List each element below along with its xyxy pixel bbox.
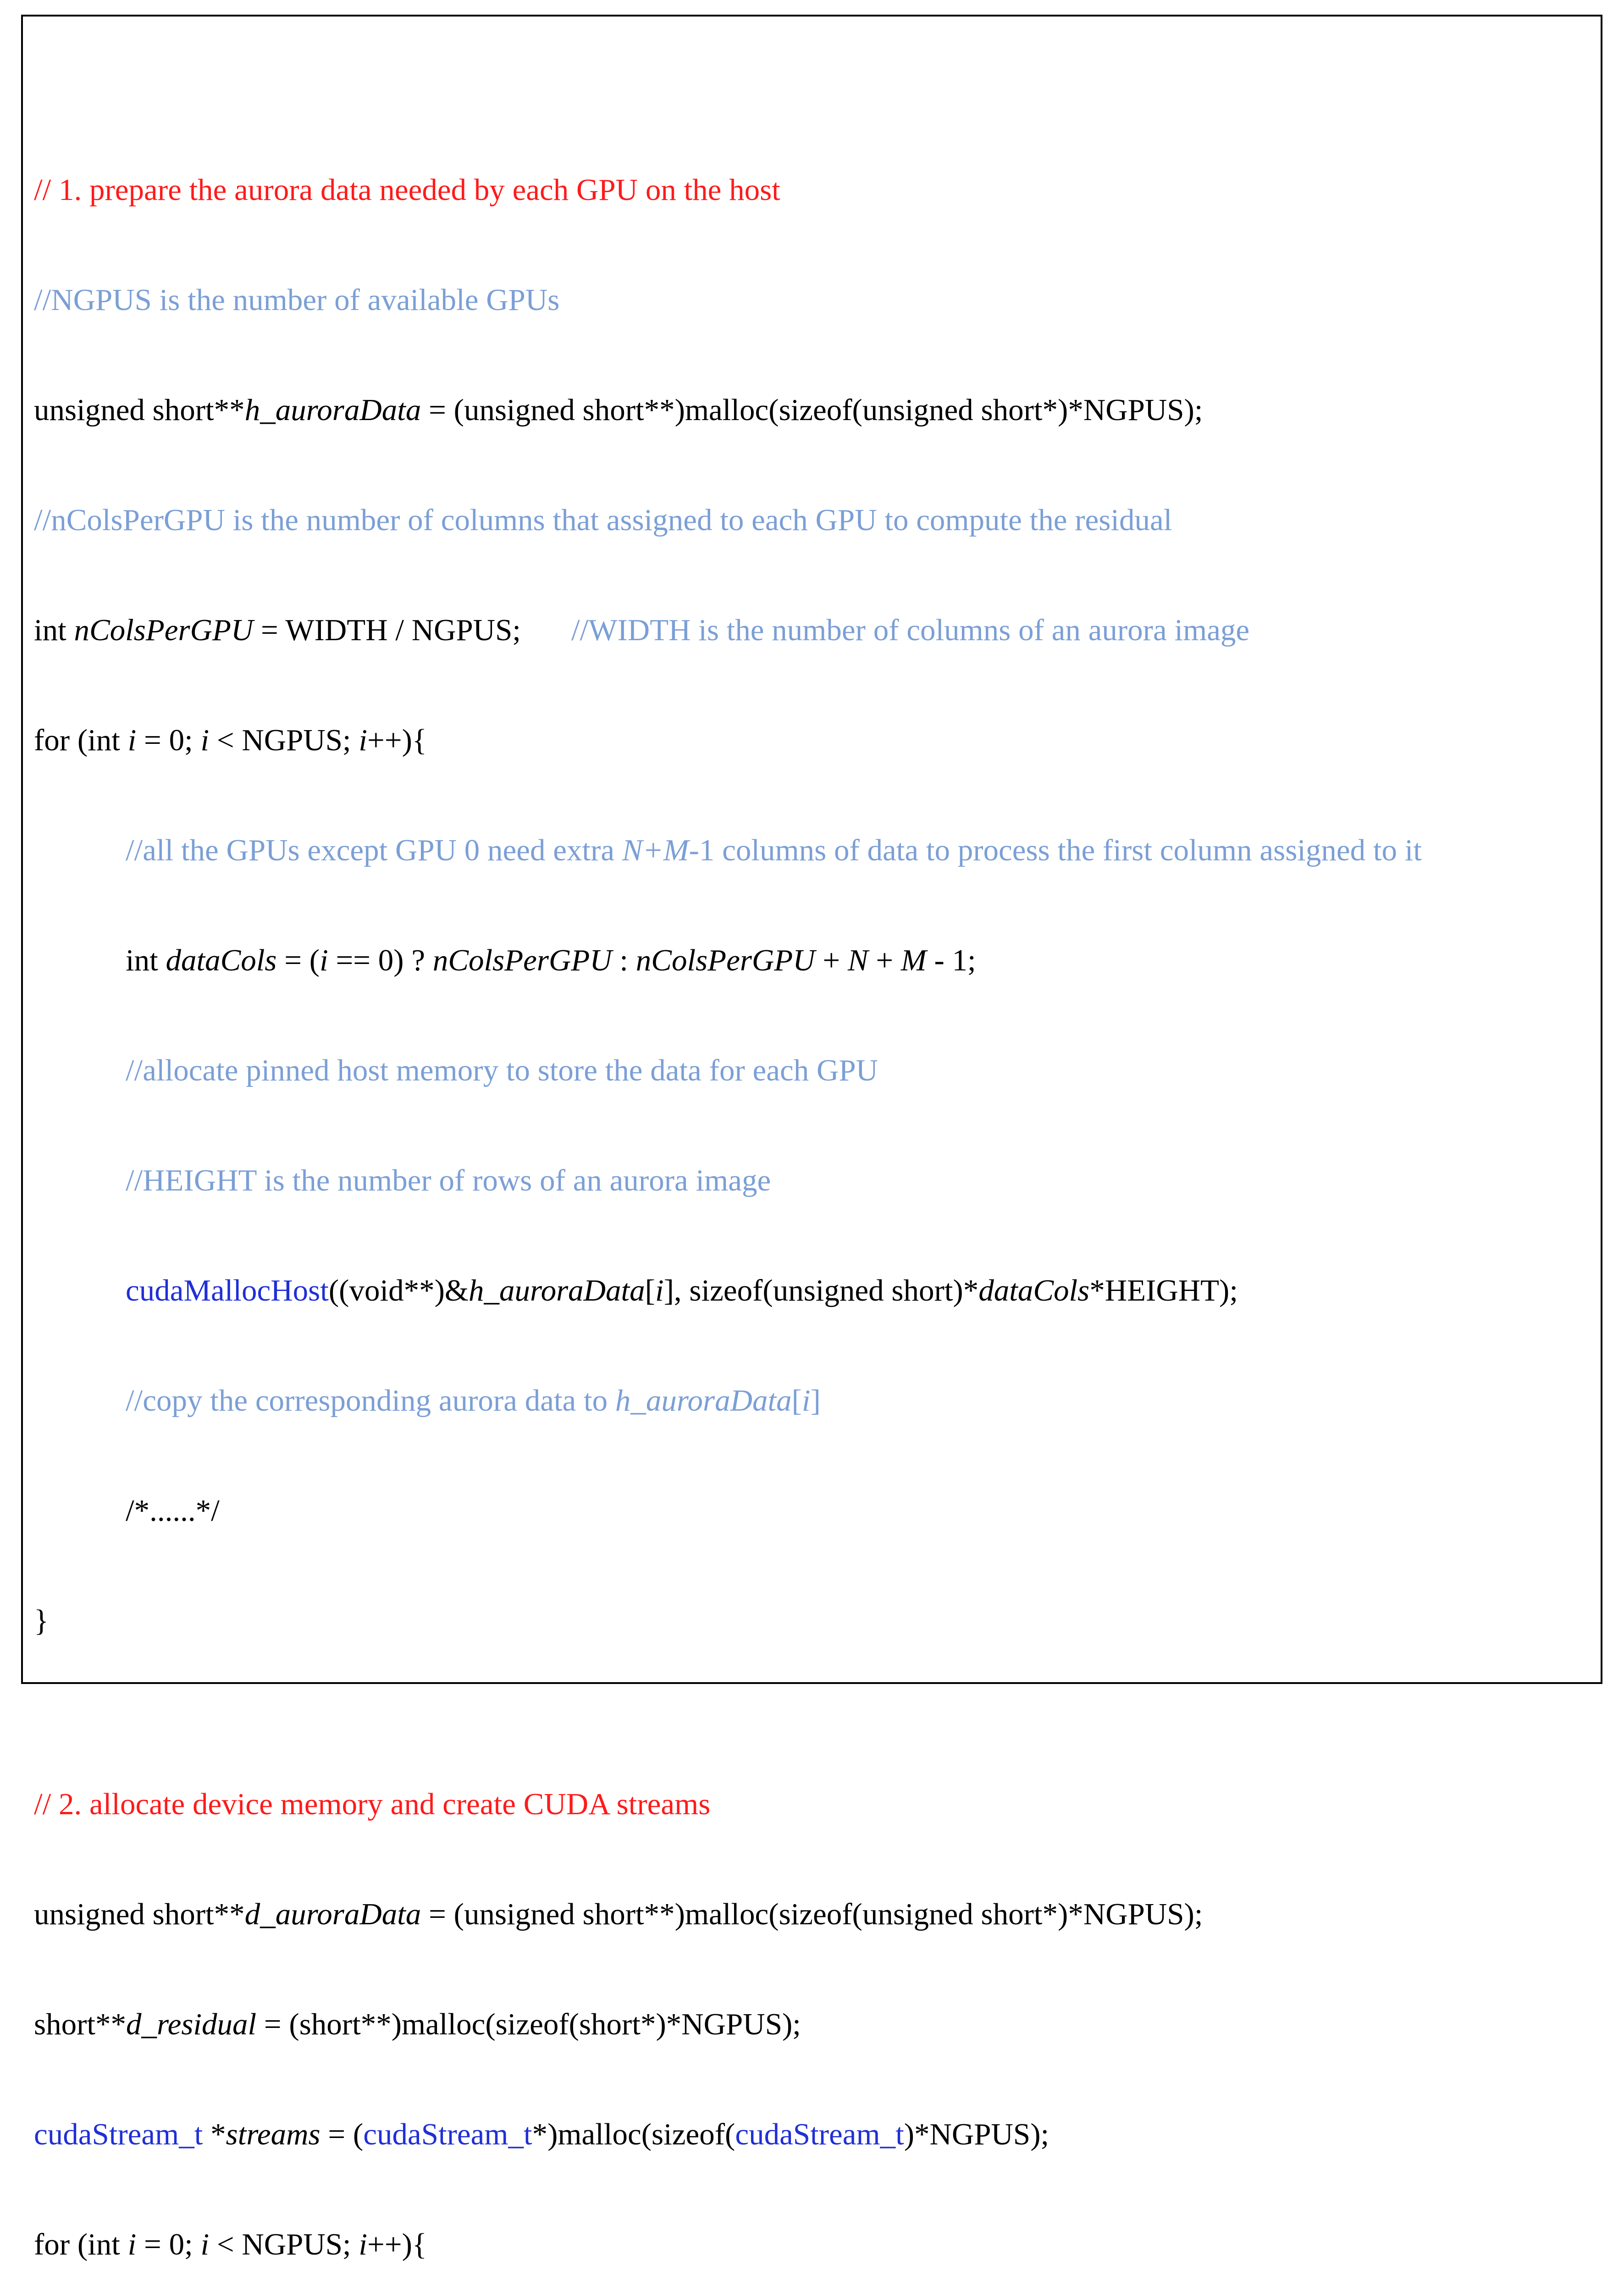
code-listing <box>34 25 1550 2293</box>
code-line: unsigned short**d_auroraData = (unsigned short**)malloc(sizeof(unsigned short*)*NGPUS); <box>34 1897 1203 1931</box>
code-line: short**d_residual = (short**)malloc(sizeof(short*)*NGPUS); <box>34 2007 801 2041</box>
comment-ncols: //nColsPerGPU is the number of columns that assigned to each GPU to compute the residual <box>34 503 1172 537</box>
code-line: int nColsPerGPU = WIDTH / NGPUS; //WIDTH is the number of columns of an aurora image <box>34 613 1250 647</box>
code-line: for (int i = 0; i < NGPUS; i++){ <box>34 723 427 757</box>
comment-ngpus: //NGPUS is the number of available GPUs <box>34 283 560 317</box>
section-2-comment: // 2. allocate device memory and create CUDA streams <box>34 1787 711 1821</box>
comment-extra-columns: //all the GPUs except GPU 0 need extra N+M-1 columns of data to process the first column assigned to it <box>126 833 1422 867</box>
code-line: unsigned short**h_auroraData = (unsigned short**)malloc(sizeof(unsigned short*)*NGPUS); <box>34 393 1203 427</box>
section-1-comment: // 1. prepare the aurora data needed by each GPU on the host <box>34 173 780 207</box>
comment-width: //WIDTH is the number of columns of an aurora image <box>571 613 1250 647</box>
comment-copy: //copy the corresponding aurora data to h_auroraData[i] <box>126 1384 821 1418</box>
comment-pinned: //allocate pinned host memory to store the data for each GPU <box>126 1053 878 1087</box>
code-line: } <box>34 1604 49 1638</box>
comment-height: //HEIGHT is the number of rows of an aurora image <box>126 1163 771 1197</box>
code-line: cudaMallocHost((void**)&h_auroraData[i], sizeof(unsigned short)*dataCols*HEIGHT); <box>126 1274 1238 1307</box>
code-listing-frame <box>21 15 1602 2261</box>
code-line: for (int i = 0; i < NGPUS; i++){ <box>34 2227 427 2261</box>
code-line: cudaStream_t *streams = (cudaStream_t*)malloc(sizeof(cudaStream_t)*NGPUS); <box>34 2117 1050 2151</box>
code-line: /*......*/ <box>126 1494 220 1528</box>
code-line: int dataCols = (i == 0) ? nColsPerGPU : nColsPerGPU + N + M - 1; <box>126 943 976 977</box>
